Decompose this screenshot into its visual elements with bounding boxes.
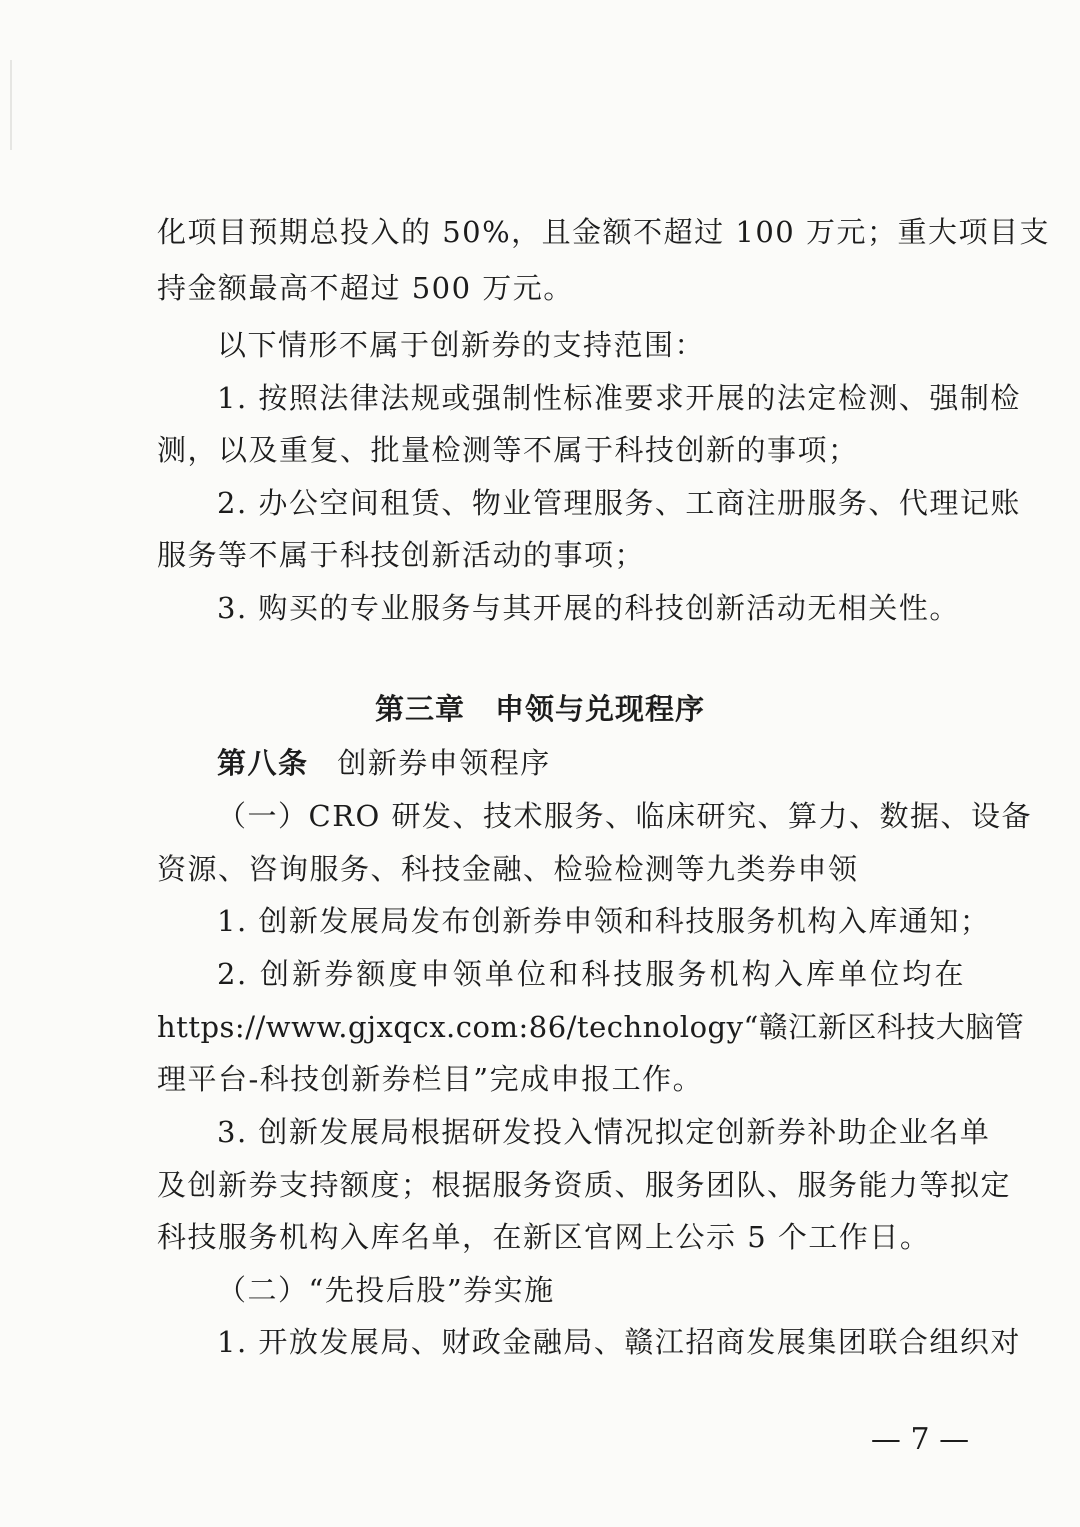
article-title: 创新券申领程序	[337, 746, 551, 780]
list-item-line: 2. 创新券额度申领单位和科技服务机构入库单位均在	[217, 957, 965, 991]
list-item-line: 测，以及重复、批量检测等不属于科技创新的事项；	[157, 433, 859, 467]
section-line: （一）CRO 研发、技术服务、临床研究、算力、数据、设备	[217, 799, 1033, 833]
list-item-line: 科技服务机构入库名单，在新区官网上公示 5 个工作日。	[157, 1220, 931, 1254]
list-item-line: 3. 创新发展局根据研发投入情况拟定创新券补助企业名单	[217, 1115, 991, 1149]
list-item-line: 1. 按照法律法规或强制性标准要求开展的法定检测、强制检	[217, 381, 1021, 415]
paragraph-line: 持金额最高不超过 500 万元。	[157, 271, 574, 305]
paragraph-line: 以下情形不属于创新券的支持范围：	[217, 328, 706, 362]
list-item-line: https://www.gjxqcx.com:86/technology“赣江新区科技大脑管	[157, 1010, 1025, 1044]
list-item-line: 3. 购买的专业服务与其开展的科技创新活动无相关性。	[217, 591, 960, 625]
list-item-line: 及创新券支持额度；根据服务资质、服务团队、服务能力等拟定	[157, 1168, 1012, 1202]
list-item-line: 1. 开放发展局、财政金融局、赣江招商发展集团联合组织对	[217, 1325, 1021, 1359]
article-label: 第八条	[217, 746, 309, 780]
list-item-line: 2. 办公空间租赁、物业管理服务、工商注册服务、代理记账	[217, 486, 1021, 520]
list-item-line: 1. 创新发展局发布创新券申领和科技服务机构入库通知；	[217, 904, 991, 938]
article-heading	[217, 743, 965, 783]
section-line: （二）“先投后股”券实施	[217, 1273, 555, 1307]
paragraph-line: 化项目预期总投入的 50%，且金额不超过 100 万元；重大项目支	[157, 215, 1050, 249]
list-item-line: 服务等不属于科技创新活动的事项；	[157, 538, 646, 572]
list-item-line: 理平台-科技创新券栏目”完成申报工作。	[157, 1062, 704, 1096]
section-line: 资源、咨询服务、科技金融、检验检测等九类券申领	[157, 852, 859, 886]
scan-margin-mark	[10, 60, 12, 150]
page-number: — 7 —	[870, 1422, 970, 1457]
chapter-heading: 第三章 申领与兑现程序	[374, 692, 705, 726]
